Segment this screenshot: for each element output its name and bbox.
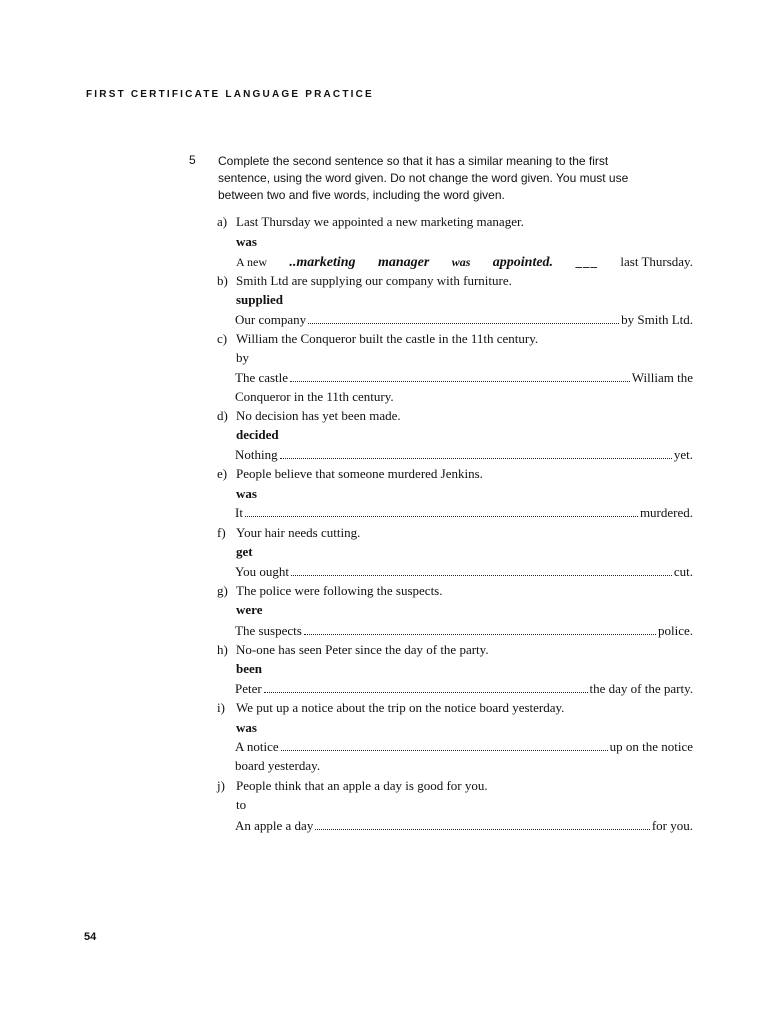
answer-end: up on the notice	[609, 739, 693, 754]
answer-start: Our company	[235, 312, 307, 327]
running-head: FIRST CERTIFICATE LANGUAGE PRACTICE	[86, 89, 374, 100]
question-sentence: People think that an apple a day is good for you.	[236, 778, 488, 793]
keyword: were	[236, 602, 263, 617]
question-letter: g)	[217, 583, 228, 598]
question-letter: f)	[217, 525, 226, 540]
question-sentence: Smith Ltd are supplying our company with furniture.	[236, 273, 512, 288]
question-letter: c)	[217, 331, 228, 346]
answer-blank[interactable]	[308, 311, 619, 324]
answer-blank[interactable]	[245, 504, 638, 517]
keyword: by	[236, 350, 249, 365]
question-f	[217, 523, 360, 543]
answer-end: yet.	[673, 447, 693, 462]
answer-continuation: Conqueror in the 11th century.	[235, 389, 394, 404]
answer-start: You ought	[235, 564, 289, 579]
answer-line-g	[235, 621, 693, 641]
question-sentence: No-one has seen Peter since the day of the party.	[236, 642, 489, 657]
answer-blank[interactable]	[291, 563, 672, 576]
answer-line-j	[235, 816, 693, 836]
question-letter: d)	[217, 408, 228, 423]
answer-start: The castle	[235, 370, 289, 385]
answer-end: William the	[631, 370, 693, 385]
question-sentence: People believe that someone murdered Jenkins.	[236, 466, 483, 481]
answer-end: the day of the party.	[589, 681, 693, 696]
question-c	[217, 329, 538, 349]
keyword: was	[236, 234, 257, 249]
question-sentence: Your hair needs cutting.	[236, 525, 361, 540]
question-letter: h)	[217, 642, 228, 657]
answer-start: The suspects	[235, 623, 302, 638]
question-sentence: We put up a notice about the trip on the notice board yesterday.	[236, 700, 565, 715]
answer-line-c	[235, 368, 693, 388]
answer-blank[interactable]	[304, 622, 656, 635]
answer-blank[interactable]	[315, 817, 649, 830]
question-letter: a)	[217, 214, 228, 229]
question-sentence: Last Thursday we appointed a new marketing manager.	[236, 214, 524, 229]
question-g	[217, 581, 443, 601]
instruction-line: sentence, using the word given. Do not change the word given. You must use	[218, 171, 629, 185]
answer-start: It	[235, 505, 243, 520]
answer-end: by Smith Ltd.	[621, 312, 693, 327]
keyword: get	[236, 544, 253, 559]
question-h	[217, 640, 489, 660]
question-sentence: The police were following the suspects.	[236, 583, 443, 598]
answer-line-f	[235, 562, 693, 582]
exercise-number: 5	[189, 153, 196, 167]
instruction-line: between two and five words, including the word given.	[218, 188, 505, 202]
question-i	[217, 698, 564, 718]
question-sentence: William the Conqueror built the castle in the 11th century.	[236, 331, 539, 346]
answer-end: police.	[657, 623, 693, 638]
answer-line-h	[235, 679, 693, 699]
answer-line-e	[235, 503, 693, 523]
answer-start: A notice	[235, 739, 279, 754]
question-letter: e)	[217, 466, 228, 481]
answer-blank[interactable]	[280, 446, 672, 459]
answer-start: Peter	[235, 681, 262, 696]
question-letter: j)	[217, 778, 225, 793]
question-letter: b)	[217, 273, 228, 288]
exercise-instruction	[218, 153, 688, 204]
keyword: was	[236, 720, 257, 735]
keyword: was	[236, 486, 257, 501]
handwritten-answer: was	[451, 255, 471, 269]
answer-blank: ___	[575, 254, 598, 269]
question-e	[217, 464, 483, 484]
answer-blank[interactable]	[264, 680, 588, 693]
answer-line-b	[235, 310, 693, 330]
handwritten-answer: ..marketing	[289, 255, 356, 270]
instruction-line: Complete the second sentence so that it has a similar meaning to the first	[218, 154, 609, 168]
keyword: decided	[236, 427, 279, 442]
keyword: to	[236, 797, 247, 812]
question-d	[217, 406, 401, 426]
answer-blank[interactable]	[290, 369, 630, 382]
question-b	[217, 271, 512, 291]
handwritten-answer: manager	[377, 255, 430, 270]
answer-start: An apple a day	[235, 818, 314, 833]
page-number: 54	[84, 931, 97, 943]
handwritten-answer: appointed.	[492, 255, 554, 270]
answer-blank[interactable]	[281, 738, 608, 751]
answer-end: murdered.	[639, 505, 693, 520]
answer-end: cut.	[673, 564, 693, 579]
answer-end: last Thursday.	[620, 254, 693, 269]
question-a	[217, 212, 524, 232]
answer-start: A new	[236, 255, 267, 269]
keyword: supplied	[236, 292, 283, 307]
question-j	[217, 776, 488, 796]
answer-line-d	[235, 445, 693, 465]
keyword: been	[236, 661, 262, 676]
answer-line-i	[235, 737, 693, 757]
question-sentence: No decision has yet been made.	[236, 408, 401, 423]
answer-start: Nothing	[235, 447, 278, 462]
answer-end: for you.	[651, 818, 693, 833]
answer-continuation: board yesterday.	[235, 758, 321, 773]
example-answer	[236, 252, 693, 272]
question-letter: i)	[217, 700, 225, 715]
